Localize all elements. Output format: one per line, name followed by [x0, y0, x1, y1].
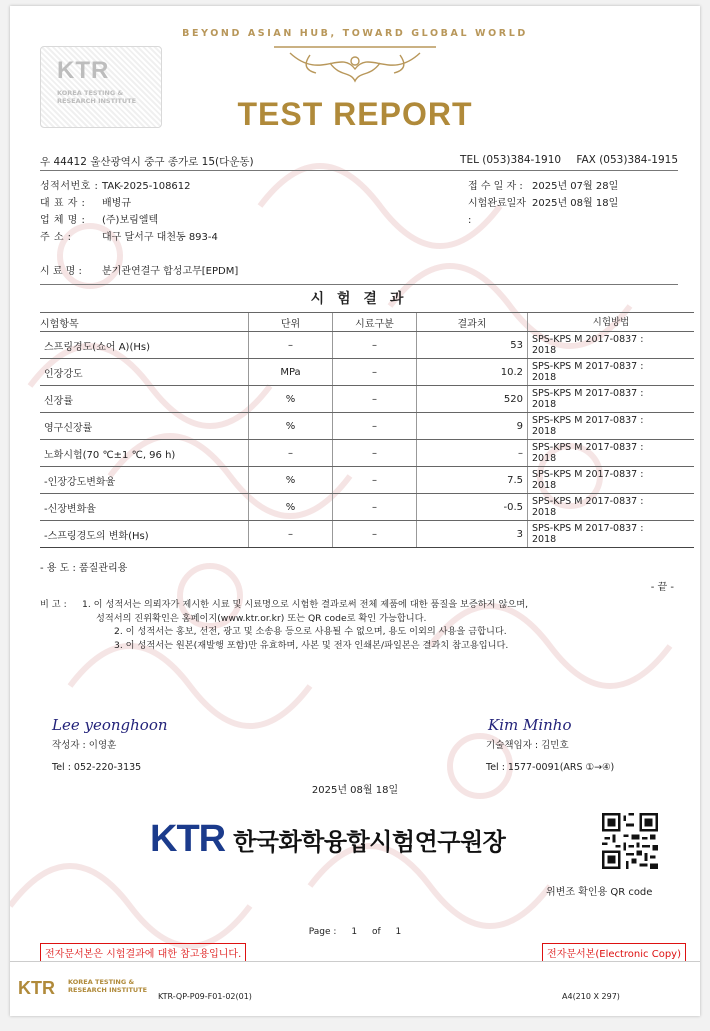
received-date: 2025년 07월 28일 [532, 181, 619, 192]
remarks-label: 비 고 : [40, 599, 67, 610]
sample-label: 시 료 명 : [40, 266, 82, 277]
cell-method: SPS-KPS M 2017-0837 : 2018 [528, 521, 695, 548]
received-label: 접 수 일 자 : [468, 181, 523, 192]
cell-item: 노화시험(70 ℃±1 ℃, 96 h) [40, 440, 249, 467]
report-no-label: 성적서번호 : [40, 181, 99, 192]
cell-unit: % [249, 413, 333, 440]
col-header-sample-type: 시료구분 [333, 313, 417, 332]
cell-sample-type: – [333, 359, 417, 386]
cell-result: 520 [417, 386, 528, 413]
cell-result: 53 [417, 332, 528, 359]
cell-result: 10.2 [417, 359, 528, 386]
institute-address-row [40, 154, 678, 169]
col-header-item: 시험항목 [40, 313, 249, 332]
results-top-divider [40, 284, 678, 285]
writer-info [52, 739, 141, 775]
cell-unit: – [249, 521, 333, 548]
remark-line: 3. 이 성적서는 원본(재발행 포함)만 유효하며, 사본 및 전자 인쇄본/파일본은 결과치 참고용입니다. [114, 639, 509, 651]
ktr-logo: KTR [150, 818, 226, 860]
results-header-row [40, 313, 694, 332]
footer [10, 961, 700, 1016]
qr-code-icon[interactable] [602, 813, 658, 869]
results-table [40, 312, 694, 548]
cell-item: -신장변화율 [40, 494, 249, 521]
cell-sample-type: – [333, 440, 417, 467]
cell-sample-type: – [333, 413, 417, 440]
issue-date: 2025년 08월 18일 [311, 785, 399, 796]
cell-method: SPS-KPS M 2017-0837 : 2018 [528, 494, 695, 521]
remark-line: 성적서의 진위확인은 홈페이지(www.ktr.or.kr) 또는 QR code로 확인 가능합니다. [96, 612, 427, 624]
address-label: 주 소 : [40, 232, 72, 243]
cell-unit: – [249, 332, 333, 359]
cell-method: SPS-KPS M 2017-0837 : 2018 [528, 359, 695, 386]
cell-sample-type: – [333, 467, 417, 494]
client-info [40, 178, 218, 246]
electronic-copy-badge: 전자문서본(Electronic Copy) [542, 943, 686, 962]
completed-date: 2025년 08월 18일 [532, 198, 619, 209]
cell-item: 영구신장률 [40, 413, 249, 440]
ceo-name: 배병규 [102, 198, 131, 209]
institute-contacts [448, 154, 678, 169]
cell-unit: % [249, 467, 333, 494]
cell-method: SPS-KPS M 2017-0837 : 2018 [528, 332, 695, 359]
cell-unit: MPa [249, 359, 333, 386]
cell-sample-type: – [333, 521, 417, 548]
table-row [40, 332, 694, 359]
header-divider [40, 170, 678, 171]
footer-ktr-logo: KTR [18, 978, 55, 998]
cell-method: SPS-KPS M 2017-0837 : 2018 [528, 413, 695, 440]
cell-item: 스프링경도(쇼어 A)(Hs) [40, 332, 249, 359]
table-row [40, 521, 694, 548]
table-row [40, 386, 694, 413]
page-label: Page : [308, 927, 337, 937]
col-header-result: 결과치 [417, 313, 528, 332]
report-title: TEST REPORT [237, 96, 473, 132]
electronic-copy-notice: 전자문서본은 시험결과에 대한 참고용입니다. [40, 943, 246, 962]
footer-institute: KOREA TESTING & RESEARCH INSTITUTE [68, 978, 148, 994]
sample-name: 분기관연결구 합성고무[EPDM] [102, 266, 239, 277]
completed-label: 시험완료일자 : [468, 198, 526, 226]
cell-unit: % [249, 494, 333, 521]
paper-size: A4(210 X 297) [562, 992, 620, 1001]
col-header-unit: 단위 [249, 313, 333, 332]
approver-signature: Kim Minho [488, 716, 572, 734]
col-header-method: 시험방법 [528, 313, 695, 332]
company-address: 대구 달서구 대천동 893-4 [102, 232, 218, 243]
cell-item: 신장률 [40, 386, 249, 413]
emblem-subtitle: KOREA TESTING & RESEARCH INSTITUTE [57, 89, 137, 105]
table-row [40, 494, 694, 521]
cell-result: 9 [417, 413, 528, 440]
institute-fax: FAX (053)384-1915 [576, 154, 678, 166]
page-total: 1 [395, 927, 402, 937]
table-row [40, 440, 694, 467]
cell-sample-type: – [333, 332, 417, 359]
remark-line: 2. 이 성적서는 홍보, 선전, 광고 및 소송용 등으로 사용될 수 없으며, 용도 이외의 사용을 금합니다. [114, 626, 507, 637]
remark-line: 1. 이 성적서는 의뢰자가 제시한 시료 및 시료명으로 시험한 결과로써 전체 제품에 대한 품질을 보증하지 않으며, [82, 599, 528, 610]
date-info [468, 178, 618, 229]
page-of: of [371, 927, 381, 937]
company-label: 업 체 명 : [40, 215, 86, 226]
institute-tel: TEL (053)384-1910 [460, 154, 562, 166]
cell-result: 7.5 [417, 467, 528, 494]
issuer-name: 한국화학융합시험연구원장 [233, 828, 506, 856]
results-title: 시 험 결 과 [310, 291, 408, 307]
page-current: 1 [351, 927, 358, 937]
approver-name: 기술책임자 : 김민호 [486, 740, 569, 751]
issuer-block [150, 818, 505, 861]
ceo-label: 대 표 자 : [40, 198, 86, 209]
writer-signature: Lee yeonghoon [52, 716, 168, 734]
remarks [40, 598, 690, 652]
cell-method: SPS-KPS M 2017-0837 : 2018 [528, 440, 695, 467]
ornament-icon [270, 41, 440, 87]
cell-unit: – [249, 440, 333, 467]
qr-caption: 위변조 확인용 QR code [546, 887, 653, 898]
company-name: (주)보림엘텍 [102, 215, 159, 226]
cell-item: -인장강도변화율 [40, 467, 249, 494]
cell-result: 3 [417, 521, 528, 548]
cell-sample-type: – [333, 386, 417, 413]
cell-result: – [417, 440, 528, 467]
cell-item: 인장강도 [40, 359, 249, 386]
table-row [40, 359, 694, 386]
approver-tel: Tel : 1577-0091(ARS ①→④) [486, 762, 615, 773]
approver-info [486, 739, 614, 775]
institute-address: 우 44412 울산광역시 중구 종가로 15(다운동) [40, 156, 254, 168]
cell-sample-type: – [333, 494, 417, 521]
report-no: TAK-2025-108612 [102, 181, 191, 192]
cell-method: SPS-KPS M 2017-0837 : 2018 [528, 386, 695, 413]
sample-row [40, 262, 238, 277]
test-report-page [10, 6, 700, 1016]
cell-method: SPS-KPS M 2017-0837 : 2018 [528, 467, 695, 494]
emblem-ktr-text: KTR [57, 57, 110, 84]
writer-name: 작성자 : 이영훈 [52, 740, 117, 751]
table-row [40, 413, 694, 440]
form-code: KTR-QP-P09-F01-02(01) [158, 992, 252, 1001]
cell-unit: % [249, 386, 333, 413]
page-number [10, 927, 700, 937]
end-mark: - 끝 - [650, 582, 674, 593]
cell-result: -0.5 [417, 494, 528, 521]
table-row [40, 467, 694, 494]
cell-item: -스프링경도의 변화(Hs) [40, 521, 249, 548]
writer-tel: Tel : 052-220-3135 [52, 762, 142, 773]
purpose: - 용 도 : 품질관리용 [40, 563, 128, 574]
slogan: BEYOND ASIAN HUB, TOWARD GLOBAL WORLD [182, 28, 528, 39]
